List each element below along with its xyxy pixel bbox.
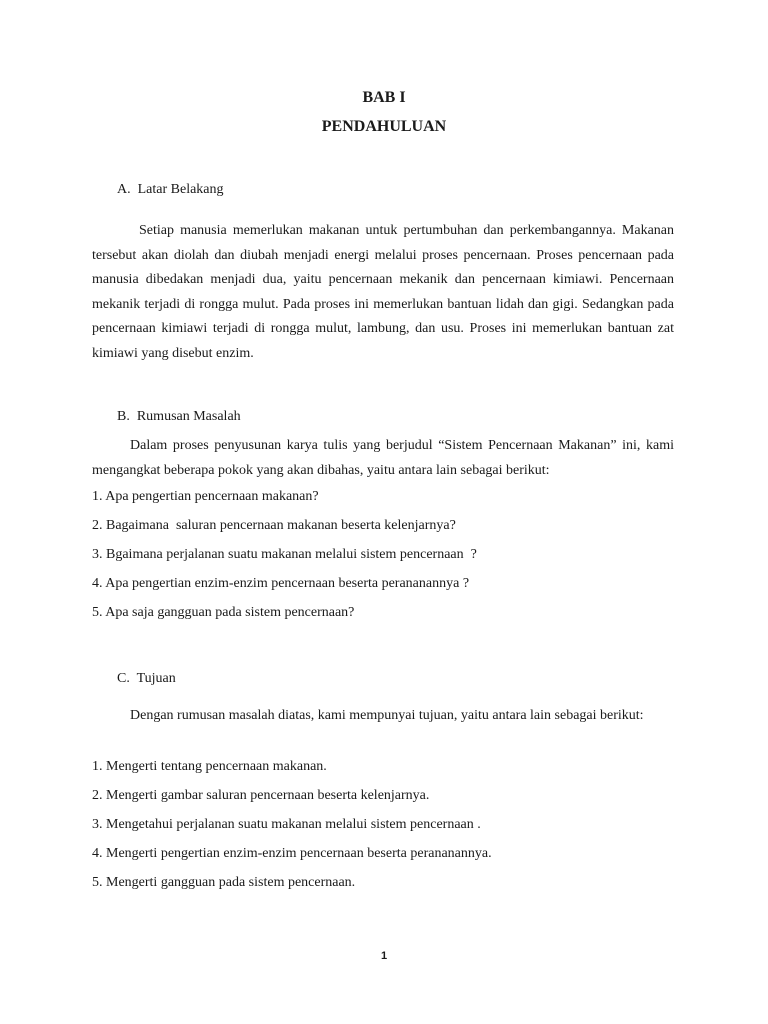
list-item: 4. Mengerti pengertian enzim-enzim pencernaan beserta perananannya. xyxy=(92,846,492,861)
list-item: 5. Apa saja gangguan pada sistem pencernaan? xyxy=(92,605,355,620)
chapter-title: PENDAHULUAN xyxy=(321,118,447,135)
section-c-paragraph: Dengan rumusan masalah diatas, kami mempunyai tujuan, yaitu antara lain sebagai berikut: xyxy=(130,708,644,723)
section-a-paragraph: Setiap manusia memerlukan makanan untuk pertumbuhan dan perkembangannya. Makanan tersebut akan diolah dan diubah menjadi energi melalui proses pencernaan. Proses pencernaan pada manusia dibedakan menjadi dua, yaitu pencernaan mekanik dan pencernaan kimiawi. Pencernaan mekanik terjadi di rongga mulut. Pada proses ini memerlukan bantuan lidah dan gigi. Sedangkan pada pencernaan kimiawi terjadi di rongga mulut, lambung, dan usu. Proses ini memerlukan bantuan zat kimiawi yang disebut enzim. xyxy=(92,223,674,361)
goal-list xyxy=(92,758,682,903)
section-b-heading: B. Rumusan Masalah xyxy=(117,409,241,424)
section-b-paragraph: Dalam proses penyusunan karya tulis yang berjudul “Sistem Pencernaan Makanan” ini, kami mengangkat beberapa pokok yang akan dibahas, yaitu antara lain sebagai berikut: xyxy=(92,438,674,478)
list-item: 5. Mengerti gangguan pada sistem pencernaan. xyxy=(92,875,356,890)
chapter-label: BAB I xyxy=(362,89,406,106)
section-c-heading: C. Tujuan xyxy=(117,671,176,686)
section-a-heading: A. Latar Belakang xyxy=(117,182,224,197)
list-item: 1. Apa pengertian pencernaan makanan? xyxy=(92,489,319,504)
list-item: 1. Mengerti tentang pencernaan makanan. xyxy=(92,759,327,774)
list-item: 4. Apa pengertian enzim-enzim pencernaan beserta perananannya ? xyxy=(92,576,470,591)
list-item: 3. Mengetahui perjalanan suatu makanan melalui sistem pencernaan . xyxy=(92,817,481,832)
problem-list xyxy=(92,488,682,633)
page-number: 1 xyxy=(380,950,388,962)
list-item: 2. Mengerti gambar saluran pencernaan beserta kelenjarnya. xyxy=(92,788,430,803)
list-item: 2. Bagaimana saluran pencernaan makanan beserta kelenjarnya? xyxy=(92,518,456,533)
list-item: 3. Bgaimana perjalanan suatu makanan melalui sistem pencernaan ? xyxy=(92,547,477,562)
